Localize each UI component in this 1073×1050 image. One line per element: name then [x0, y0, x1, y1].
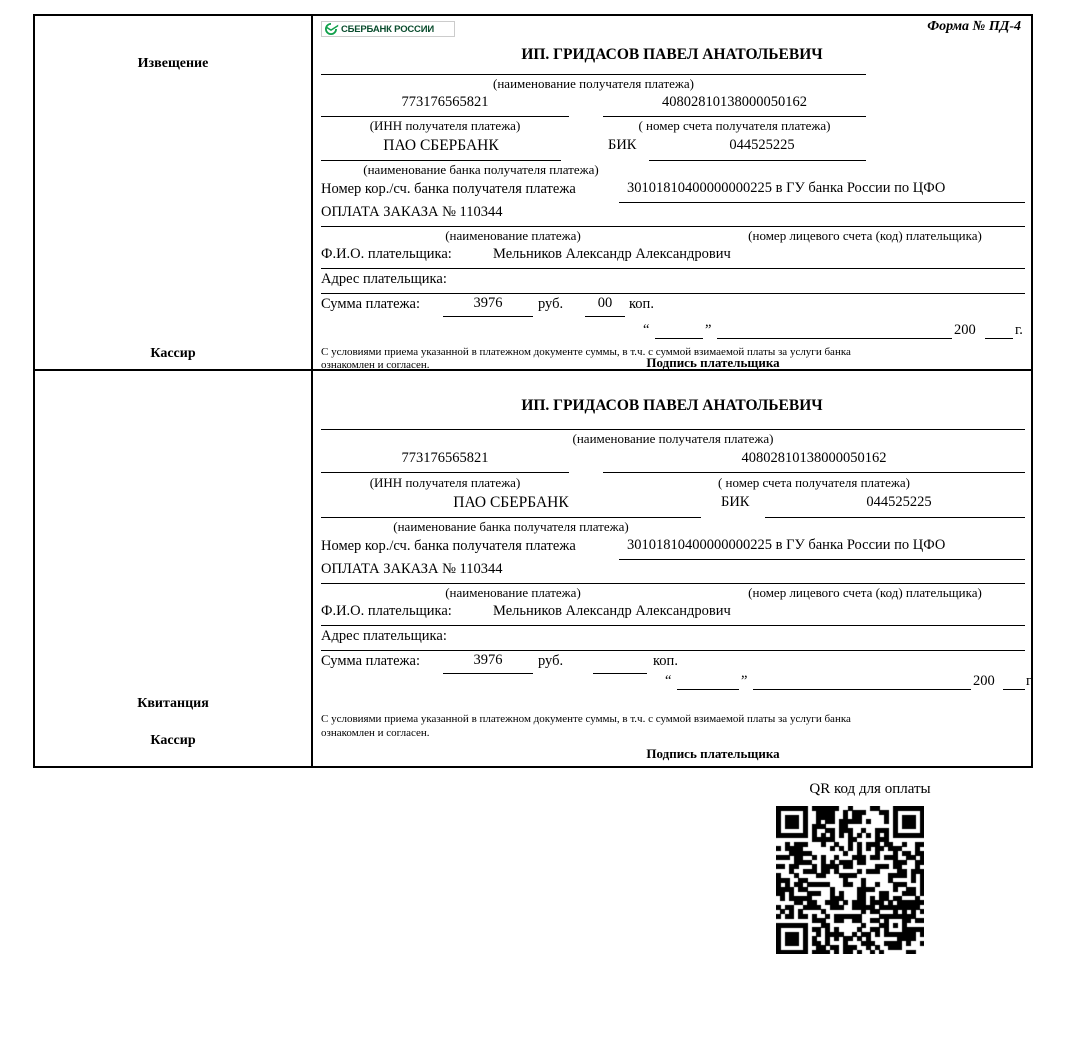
amount-kop-rule-top [585, 316, 625, 317]
amount-rub-bottom: 3976 [473, 652, 503, 668]
bik-value-bottom: 044525225 [866, 494, 932, 510]
sberbank-logo-text: СБЕРБАНК РОССИИ [341, 23, 434, 35]
payer-address-rule-bottom [321, 650, 1025, 651]
qr-caption: QR код для оплаты [809, 781, 931, 797]
date-year-suffix-bottom: г. [1026, 673, 1034, 689]
label-receipt: Квитанция [137, 696, 209, 711]
corr-rule-top [619, 202, 1025, 203]
amount-kop-word-top: коп. [629, 296, 654, 312]
payer-name-rule-bottom [321, 625, 1025, 626]
sberbank-mark-icon [323, 22, 339, 36]
payer-name-rule-top [321, 268, 1025, 269]
label-notice: Извещение [137, 56, 209, 71]
account-value-top: 40802810138000050162 [662, 94, 807, 110]
purpose-value-top: ОПЛАТА ЗАКАЗА № 110344 [321, 204, 503, 220]
amount-rub-rule-bottom [443, 673, 533, 674]
corr-value-bottom: 30101810400000000225 в ГУ банка России по ЦФО [627, 537, 946, 553]
bik-label-top: БИК [608, 137, 637, 153]
date-day-rule-bottom [677, 689, 739, 690]
purpose-value-bottom: ОПЛАТА ЗАКАЗА № 110344 [321, 561, 503, 577]
account-value-bottom: 40802810138000050162 [741, 450, 887, 466]
sberbank-logo-icon [321, 21, 455, 37]
purpose-rule-bottom [321, 583, 705, 584]
account-rule-bottom [603, 472, 1025, 473]
date-year-prefix-top: 200 [954, 322, 976, 338]
qr-code-image [776, 806, 924, 954]
date-day-rule-top [655, 338, 703, 339]
date-quote-open-bottom: “ [665, 673, 672, 689]
amount-rub-word-top: руб. [538, 296, 564, 312]
signature-label-bottom: Подпись плательщика [646, 746, 780, 761]
personal-account-caption-bottom: (номер лицевого счета (код) плательщика) [748, 585, 982, 600]
amount-rub-top: 3976 [473, 295, 503, 311]
amount-rub-rule-top [443, 316, 533, 317]
bank-name-caption-bottom: (наименование банка получателя платежа) [393, 519, 629, 534]
amount-kop-word-bottom: коп. [653, 653, 678, 669]
amount-label-top: Сумма платежа: [321, 296, 420, 312]
date-year-rule-top [985, 338, 1013, 339]
terms-line2-top: ознакомлен и согласен. [321, 359, 430, 371]
corr-label-bottom: Номер кор./сч. банка получателя платежа [321, 538, 576, 554]
pd4-form [33, 14, 1033, 768]
terms-line1-bottom: С условиями приема указанной в платежном документе суммы, в т.ч. с суммой взимаемой платы за услуги банка [321, 713, 851, 725]
recipient-name-rule-bottom [321, 429, 1025, 430]
payer-name-label-top: Ф.И.О. плательщика: [321, 246, 452, 262]
recipient-name-bottom: ИП. ГРИДАСОВ ПАВЕЛ АНАТОЛЬЕВИЧ [521, 397, 823, 414]
payer-address-rule-top [321, 293, 1025, 294]
date-month-rule-top [717, 338, 952, 339]
personal-account-rule-bottom [705, 583, 1025, 584]
personal-account-caption-top: (номер лицевого счета (код) плательщика) [748, 228, 982, 243]
notice-section [35, 16, 1031, 371]
amount-kop-rule-bottom [593, 673, 647, 674]
date-year-prefix-bottom: 200 [973, 673, 995, 689]
receipt-left-column [35, 371, 313, 768]
receipt-section [35, 371, 1034, 768]
notice-right-column [313, 16, 1031, 369]
amount-kop-top: 00 [597, 295, 613, 311]
bik-rule-top [649, 160, 866, 161]
notice-left-column [35, 16, 313, 369]
terms-line2-bottom: ознакомлен и согласен. [321, 727, 430, 739]
corr-rule-bottom [619, 559, 1025, 560]
corr-label-top: Номер кор./сч. банка получателя платежа [321, 181, 576, 197]
bank-name-rule-top [321, 160, 561, 161]
purpose-caption-bottom: (наименование платежа) [445, 585, 581, 600]
payer-name-label-bottom: Ф.И.О. плательщика: [321, 603, 452, 619]
label-cashier-top: Кассир [150, 346, 196, 361]
date-quote-close-bottom: ” [741, 673, 748, 689]
date-year-rule-bottom [1003, 689, 1025, 690]
date-quote-open-top: “ [643, 322, 650, 338]
date-quote-close-top: ” [705, 322, 712, 338]
purpose-caption-top: (наименование платежа) [445, 228, 581, 243]
form-number: Форма № ПД-4 [927, 19, 1021, 34]
account-caption-bottom: ( номер счета получателя платежа) [717, 475, 911, 490]
personal-account-rule-top [705, 226, 1025, 227]
date-year-suffix-top: г. [1015, 322, 1023, 338]
inn-caption-bottom: (ИНН получателя платежа) [369, 475, 521, 490]
corr-value-top: 30101810400000000225 в ГУ банка России по ЦФО [627, 180, 946, 196]
inn-rule-bottom [321, 472, 569, 473]
inn-rule-top [321, 116, 569, 117]
payer-name-value-top: Мельников Александр Александрович [493, 246, 731, 262]
recipient-name-caption-top: (наименование получателя платежа) [493, 76, 694, 91]
signature-label-top: Подпись плательщика [646, 355, 780, 370]
payer-address-label-bottom: Адрес плательщика: [321, 628, 447, 644]
bank-name-bottom: ПАО СБЕРБАНК [453, 494, 569, 511]
account-caption-top: ( номер счета получателя платежа) [638, 118, 831, 133]
bik-label-bottom: БИК [721, 494, 750, 510]
amount-label-bottom: Сумма платежа: [321, 653, 420, 669]
bik-value-top: 044525225 [729, 137, 795, 153]
bank-name-caption-top: (наименование банка получателя платежа) [363, 162, 599, 177]
bank-name-rule-bottom [321, 517, 701, 518]
date-month-rule-bottom [753, 689, 971, 690]
inn-value-top: 773176565821 [401, 94, 489, 110]
receipt-right-column [313, 371, 1034, 768]
recipient-name-caption-bottom: (наименование получателя платежа) [572, 431, 774, 446]
terms-line1-top: С условиями приема указанной в платежном документе суммы, в т.ч. с суммой взимаемой платы за услуги банка [321, 346, 851, 358]
payer-name-value-bottom: Мельников Александр Александрович [493, 603, 731, 619]
inn-caption-top: (ИНН получателя платежа) [369, 118, 521, 133]
recipient-name-rule-top [321, 74, 866, 75]
bik-rule-bottom [765, 517, 1025, 518]
account-rule-top [603, 116, 866, 117]
amount-rub-word-bottom: руб. [538, 653, 564, 669]
label-cashier-bottom: Кассир [150, 733, 196, 748]
inn-value-bottom: 773176565821 [401, 450, 489, 466]
purpose-rule-top [321, 226, 705, 227]
recipient-name-top: ИП. ГРИДАСОВ ПАВЕЛ АНАТОЛЬЕВИЧ [521, 46, 823, 63]
bank-name-top: ПАО СБЕРБАНК [383, 137, 499, 154]
payer-address-label-top: Адрес плательщика: [321, 271, 447, 287]
